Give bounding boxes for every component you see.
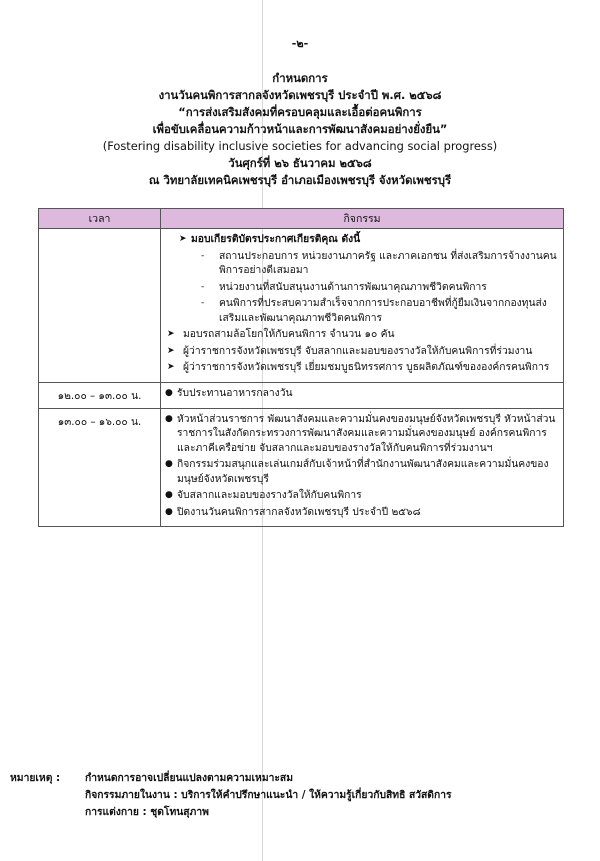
activity-cell	[161, 229, 564, 383]
list-item	[165, 488, 559, 503]
list-item	[165, 296, 559, 325]
remarks-label: หมายเหตุ :	[10, 772, 61, 784]
column-header-activity: กิจกรรม	[161, 209, 564, 229]
activity-item: ปิดงานวันคนพิการสากลจังหวัดเพชรบุรี ประจำปี ๒๕๖๘	[177, 505, 421, 518]
award-item: หน่วยงานที่สนับสนุนงานด้านการพัฒนาคุณภาพชีวิตคนพิการ	[219, 280, 487, 293]
activity-item: ผู้ว่าราชการจังหวัดเพชรบุรี เยี่ยมชมบูธนิทรรศการ บูธผลิตภัณฑ์ขององค์กรคนพิการ	[183, 361, 550, 373]
list-item	[165, 457, 559, 486]
column-header-time: เวลา	[39, 209, 161, 229]
dash-bullet-icon: -	[201, 250, 205, 261]
header-title: กำหนดการ	[272, 71, 328, 85]
activity-item: รับประทานอาหารกลางวัน	[177, 386, 293, 399]
list-item	[165, 412, 559, 456]
dash-bullet-icon: -	[201, 281, 205, 292]
table-row	[39, 382, 564, 408]
activity-cell	[161, 408, 564, 527]
bullet-icon: ●	[165, 387, 173, 398]
award-heading: มอบเกียรติบัตรประกาศเกียรติคุณ ดังนี้	[191, 233, 361, 245]
award-item: สถานประกอบการ หน่วยงานภาครัฐ และภาคเอกชน ที่ส่งเสริมการจ้างงานคนพิการอย่างดีเสมอมา	[219, 249, 557, 276]
list-item	[165, 249, 559, 278]
list-item	[165, 344, 559, 359]
header-theme-line-1: “การส่งเสริมสังคมที่ครอบคลุมและเอื้อต่อคนพิการ	[178, 105, 422, 119]
arrow-bullet-icon: ➤	[179, 234, 187, 244]
arrow-bullet-icon: ➤	[167, 345, 175, 356]
activity-item: กิจกรรมร่วมสนุกและเล่นเกมส์กับเจ้าหน้าที่สำนักงานพัฒนาสังคมและความมั่นคงของมนุษย์จังหวัดเพชรบุรี	[177, 458, 549, 485]
list-item	[165, 280, 559, 295]
time-cell: ๑๒.๐๐ – ๑๓.๐๐ น.	[39, 382, 161, 408]
bullet-icon: ●	[165, 459, 173, 469]
remarks-line: กิจกรรมภายในงาน : บริการให้คำปรึกษาแนะนำ / ให้ความรู้เกี่ยวกับสิทธิ สวัสดิการ	[85, 789, 452, 801]
activity-item: หัวหน้าส่วนราชการ พัฒนาสังคมและความมั่นคงของมนุษย์จังหวัดเพชรบุรี หัวหน้าส่วนราชการในสังกัดกระทรวงการพัฒนาสังคมและความมั่นคงของมนุษย์ องค์กรคนพิการ และภาคีเครือข่าย จับสลากและมอบของรางวัลให้กับคนพิการที่ร่วมงานฯ	[177, 412, 556, 454]
page-number: -๒-	[291, 37, 309, 50]
schedule-table	[38, 208, 564, 527]
time-cell: ๑๓.๐๐ – ๑๖.๐๐ น.	[39, 408, 161, 527]
activity-cell	[161, 382, 564, 408]
activity-item: ผู้ว่าราชการจังหวัดเพชรบุรี จับสลากและมอบของรางวัลให้กับคนพิการที่ร่วมงาน	[183, 344, 533, 357]
remarks-line: กำหนดการอาจเปลี่ยนแปลงตามความเหมาะสม	[85, 772, 293, 784]
header-theme-english: (Fostering disability inclusive societies for advancing social progress)	[102, 139, 498, 153]
arrow-bullet-icon: ➤	[167, 362, 175, 372]
activity-item: มอบรถสามล้อโยกให้กับคนพิการ จำนวน ๑๐ คัน	[183, 328, 395, 340]
table-row	[39, 229, 564, 383]
list-item	[165, 505, 559, 520]
dash-bullet-icon: -	[201, 298, 205, 308]
arrow-bullet-icon: ➤	[167, 329, 175, 339]
table-row	[39, 408, 564, 527]
remarks	[10, 770, 452, 821]
bullet-icon: ●	[165, 413, 173, 424]
header-event-name: งานวันคนพิการสากลจังหวัดเพชรบุรี ประจำปี พ.ศ. ๒๕๖๘	[158, 88, 442, 102]
activity-item: จับสลากและมอบของรางวัลให้กับคนพิการ	[177, 489, 362, 501]
list-item	[165, 327, 559, 342]
header-venue: ณ วิทยาลัยเทคนิคเพชรบุรี อำเภอเมืองเพชรบุรี จังหวัดเพชรบุรี	[148, 173, 452, 187]
bullet-icon: ●	[165, 506, 173, 517]
award-item: คนพิการที่ประสบความสำเร็จจากการประกอบอาชีพที่กู้ยืมเงินจากกองทุนส่งเสริมและพัฒนาคุณภาพชีวิตคนพิการ	[219, 297, 547, 324]
time-cell	[39, 229, 161, 383]
list-item	[165, 386, 559, 401]
header-theme-line-2: เพื่อขับเคลื่อนความก้าวหน้าและการพัฒนาสังคมอย่างยั่งยืน”	[152, 122, 448, 136]
header-date: วันศุกร์ที่ ๒๖ ธันวาคม ๒๕๖๘	[228, 156, 372, 170]
remarks-line: การแต่งกาย : ชุดโทนสุภาพ	[85, 806, 209, 818]
document-header	[30, 70, 570, 189]
list-item	[165, 360, 559, 375]
list-item	[165, 232, 559, 247]
table-header-row	[39, 209, 564, 229]
bullet-icon: ●	[165, 490, 173, 500]
